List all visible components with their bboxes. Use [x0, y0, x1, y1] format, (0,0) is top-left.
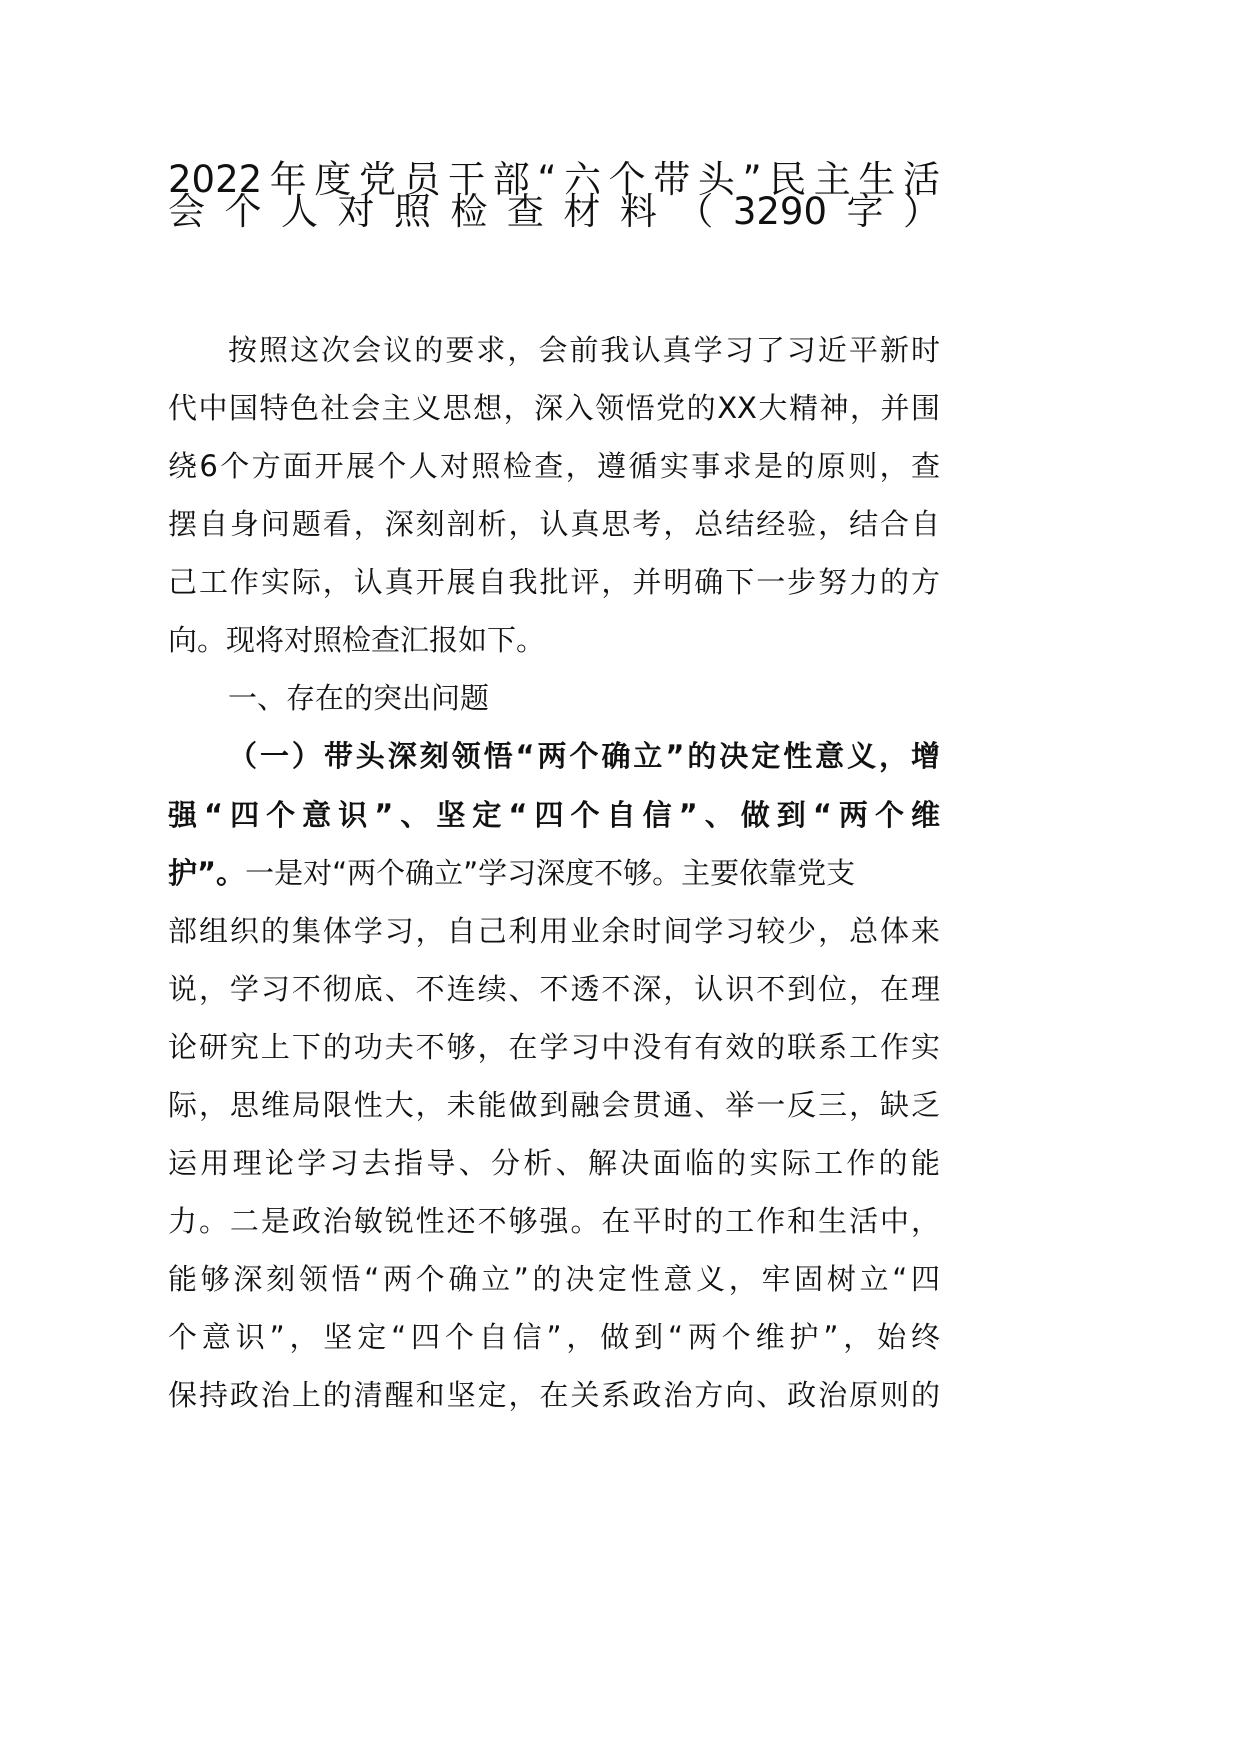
intro-line: 己工作实际，认真开展自我批评，并明确下一步努力的方: [168, 565, 940, 599]
intro-line: 代中国特色社会主义思想，深入领悟党的XX大精神，并围: [168, 391, 940, 425]
subheading-line: （一）带头深刻领悟“两个确立”的决定性意义，增: [228, 739, 940, 773]
intro-line: 按照这次会议的要求，会前我认真学习了习近平新时: [228, 333, 940, 367]
mixed-line: [168, 844, 940, 902]
section-heading: 一、存在的突出问题: [228, 681, 490, 715]
body-line: 论研究上下的功夫不够，在学习中没有有效的联系工作实: [168, 1030, 940, 1064]
body-line: 说，学习不彻底、不连续、不透不深，认识不到位，在理: [168, 972, 940, 1006]
body-line: 部组织的集体学习，自己利用业余时间学习较少，总体来: [168, 914, 940, 948]
body-line: 一是对“两个确立”学习深度不够。主要依靠党支: [245, 856, 856, 890]
document-title-line-2: 会个人对照检查材料（3290字）: [168, 190, 940, 233]
document-title-line-1: 2022年度党员干部“六个带头”民主生活: [168, 158, 940, 201]
body-line: 力。二是政治敏锐性还不够强。在平时的工作和生活中，: [168, 1204, 940, 1238]
intro-line: 摆自身问题看，深刻剖析，认真思考，总结经验，结合自: [168, 507, 940, 541]
body-line: 际，思维局限性大，未能做到融会贯通、举一反三，缺乏: [168, 1088, 940, 1122]
subheading-line: 强“四个意识”、坚定“四个自信”、做到“两个维: [168, 798, 940, 832]
subheading-line-end: 护”。: [168, 856, 246, 890]
intro-line: 向。现将对照检查汇报如下。: [168, 623, 546, 657]
body-line: 运用理论学习去指导、分析、解决面临的实际工作的能: [168, 1146, 940, 1180]
body-line: 保持政治上的清醒和坚定，在关系政治方向、政治原则的: [168, 1378, 940, 1412]
body-line: 个意识”，坚定“四个自信”，做到“两个维护”，始终: [168, 1320, 940, 1354]
intro-line: 绕6个方面开展个人对照检查，遵循实事求是的原则，查: [168, 449, 940, 483]
body-line: 能够深刻领悟“两个确立”的决定性意义，牢固树立“四: [168, 1262, 940, 1296]
